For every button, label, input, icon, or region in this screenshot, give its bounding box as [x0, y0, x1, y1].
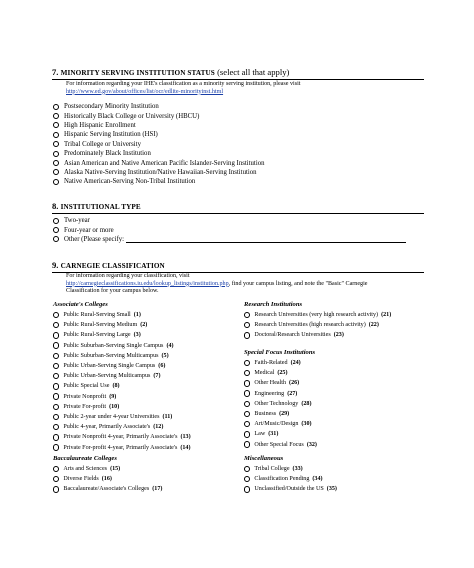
radio-button[interactable]: [53, 466, 59, 472]
radio-button[interactable]: [244, 431, 250, 437]
radio-button[interactable]: [53, 444, 59, 450]
carnegie-option[interactable]: Public Urban-Serving Multicampus (7): [53, 371, 191, 381]
section-8-options: [53, 216, 406, 244]
section-7-title-text: MINORITY SERVING INSTITUTION STATUS: [60, 69, 215, 77]
carnegie-option[interactable]: Private For-profit 4-year, Primarily Associate's (14): [53, 442, 191, 452]
carnegie-option[interactable]: Doctoral/Research Universities (23): [244, 330, 391, 340]
radio-button[interactable]: [244, 360, 250, 366]
radio-button[interactable]: [53, 218, 59, 224]
carnegie-option[interactable]: Other Special Focus (32): [244, 440, 317, 450]
radio-button[interactable]: [53, 404, 59, 410]
minority-option[interactable]: High Hispanic Enrollment: [53, 121, 265, 130]
minority-option[interactable]: Historically Black College or University (HBCU): [53, 111, 265, 120]
miscellaneous-heading: Miscellaneous: [244, 455, 284, 462]
section-7-note-line1: For information regarding your IHE's classification as a minority serving institution, please visit: [66, 81, 301, 87]
carnegie-option[interactable]: Other Technology (28): [244, 399, 317, 409]
section-7-options: [53, 102, 265, 187]
radio-button[interactable]: [53, 132, 59, 138]
radio-button[interactable]: [53, 424, 59, 430]
carnegie-option[interactable]: Law (31): [244, 429, 317, 439]
carnegie-option[interactable]: Public Rural-Serving Small (1): [53, 310, 191, 320]
radio-button[interactable]: [53, 383, 59, 389]
radio-button[interactable]: [53, 169, 59, 175]
radio-button[interactable]: [53, 393, 59, 399]
radio-button[interactable]: [244, 411, 250, 417]
carnegie-option[interactable]: Baccalaureate/Associate's Colleges (17): [53, 484, 162, 494]
section-8-rule: [52, 213, 424, 214]
section-7-title-note: (select all that apply): [217, 67, 290, 77]
carnegie-option[interactable]: Arts and Sciences (15): [53, 464, 162, 474]
section-8-title: [52, 201, 141, 211]
radio-button[interactable]: [53, 486, 59, 492]
section-9-title: [52, 260, 165, 270]
carnegie-option[interactable]: Public 4-year, Primarily Associate's (12): [53, 422, 191, 432]
section-9-note-line1: For information regarding your classification, visit: [66, 273, 190, 279]
radio-button[interactable]: [53, 179, 59, 185]
carnegie-option[interactable]: Private Nonprofit 4-year, Primarily Associate's (13): [53, 432, 191, 442]
other-specify-field[interactable]: [126, 236, 406, 243]
section-9-number: 9.: [52, 260, 59, 270]
research-heading: Research Institutions: [244, 301, 303, 308]
carnegie-option[interactable]: Public Suburban-Serving Single Campus (4): [53, 341, 191, 351]
section-9-note-link[interactable]: http://carnegieclassifications.iu.edu/lookup_listings/institution.php: [66, 280, 229, 287]
radio-button[interactable]: [244, 332, 250, 338]
minority-option[interactable]: Alaska Native-Serving Institution/Native Hawaiian-Serving Institution: [53, 168, 265, 177]
radio-button[interactable]: [53, 353, 59, 359]
radio-button[interactable]: [244, 441, 250, 447]
carnegie-option[interactable]: Tribal College (33): [244, 464, 337, 474]
minority-option[interactable]: Hispanic Serving Institution (HSI): [53, 130, 265, 139]
radio-button[interactable]: [244, 476, 250, 482]
section-7-note-link[interactable]: http://www.ed.gov/about/offices/list/ocr/edlite-minorityinst.html: [66, 88, 224, 95]
radio-button[interactable]: [244, 390, 250, 396]
radio-button[interactable]: [53, 104, 59, 110]
carnegie-option[interactable]: Public Rural-Serving Medium (2): [53, 320, 191, 330]
miscellaneous-list: [244, 464, 337, 495]
minority-option[interactable]: Asian American and Native American Pacific Islander-Serving Institution: [53, 158, 265, 167]
carnegie-option[interactable]: Art/Music/Design (30): [244, 419, 317, 429]
research-list: [244, 310, 391, 341]
baccalaureate-heading: Baccalaureate Colleges: [53, 455, 117, 462]
institution-type-option-other[interactable]: Other (Please specify:: [53, 235, 406, 244]
section-7-note: [66, 81, 300, 96]
minority-option[interactable]: Tribal College or University: [53, 140, 265, 149]
minority-option[interactable]: Native American-Serving Non-Tribal Institution: [53, 177, 265, 186]
associates-list: [53, 310, 191, 453]
radio-button[interactable]: [244, 466, 250, 472]
associates-heading: Associate's Colleges: [53, 301, 108, 308]
radio-button[interactable]: [53, 373, 59, 379]
section-7-number: 7.: [52, 67, 59, 77]
carnegie-option[interactable]: Private For-profit (10): [53, 402, 191, 412]
radio-button[interactable]: [53, 363, 59, 369]
radio-button[interactable]: [244, 312, 250, 318]
carnegie-option[interactable]: Diverse Fields (16): [53, 474, 162, 484]
radio-button[interactable]: [244, 380, 250, 386]
carnegie-option[interactable]: Classification Pending (34): [244, 474, 337, 484]
carnegie-option[interactable]: Public Rural-Serving Large (3): [53, 330, 191, 340]
radio-button[interactable]: [53, 227, 59, 233]
carnegie-option[interactable]: Public Urban-Serving Single Campus (6): [53, 361, 191, 371]
radio-button[interactable]: [244, 421, 250, 427]
radio-button[interactable]: [244, 370, 250, 376]
section-8-number: 8.: [52, 201, 59, 211]
radio-button[interactable]: [53, 122, 59, 128]
radio-button[interactable]: [53, 332, 59, 338]
section-7-title: [52, 67, 289, 77]
minority-option[interactable]: Postsecondary Minority Institution: [53, 102, 265, 111]
section-7-rule: [52, 79, 424, 80]
radio-button[interactable]: [53, 434, 59, 440]
carnegie-option[interactable]: Research Universities (very high research activity) (21): [244, 310, 391, 320]
special-focus-list: [244, 358, 317, 450]
minority-option[interactable]: Predominately Black Institution: [53, 149, 265, 158]
carnegie-option[interactable]: Faith-Related (24): [244, 358, 317, 368]
radio-button[interactable]: [53, 322, 59, 328]
section-9-note: For information regarding your classification, visit http://carnegieclassifications.iu.edu/lookup_listings/institution.php, find your campus listing, and note the "Basic" Carnegie Classification for your campus below.: [66, 273, 368, 295]
carnegie-option[interactable]: Business (29): [244, 409, 317, 419]
radio-button[interactable]: [53, 113, 59, 119]
radio-button[interactable]: [53, 160, 59, 166]
radio-button[interactable]: [244, 401, 250, 407]
carnegie-option[interactable]: Public Suburban-Serving Multicampus (5): [53, 351, 191, 361]
institution-type-option[interactable]: Two-year: [53, 216, 406, 225]
carnegie-option[interactable]: Public Special Use (8): [53, 381, 191, 391]
radio-button[interactable]: [244, 322, 250, 328]
section-9-title-text: CARNEGIE CLASSIFICATION: [60, 262, 165, 270]
special-focus-heading: Special Focus Institutions: [244, 349, 316, 356]
section-8-title-text: INSTITUTIONAL TYPE: [60, 203, 141, 211]
radio-button[interactable]: [53, 476, 59, 482]
section-9-note-line3: Classification for your campus below.: [66, 288, 159, 295]
radio-button[interactable]: [53, 414, 59, 420]
radio-button[interactable]: [53, 342, 59, 348]
radio-button[interactable]: [53, 151, 59, 157]
baccalaureate-list: [53, 464, 162, 495]
radio-button[interactable]: [53, 312, 59, 318]
carnegie-option[interactable]: Engineering (27): [244, 389, 317, 399]
carnegie-option[interactable]: Public 2-year under 4-year Universities (11): [53, 412, 191, 422]
carnegie-option[interactable]: Unclassified/Outside the US (35): [244, 484, 337, 494]
carnegie-option[interactable]: Research Universities (high research activity) (22): [244, 320, 391, 330]
carnegie-option[interactable]: Private Nonprofit (9): [53, 392, 191, 402]
radio-button[interactable]: [53, 141, 59, 147]
institution-type-option[interactable]: Four-year or more: [53, 225, 406, 234]
radio-button[interactable]: [53, 236, 59, 242]
radio-button[interactable]: [244, 486, 250, 492]
carnegie-option[interactable]: Medical (25): [244, 368, 317, 378]
carnegie-option[interactable]: Other Health (26): [244, 378, 317, 388]
